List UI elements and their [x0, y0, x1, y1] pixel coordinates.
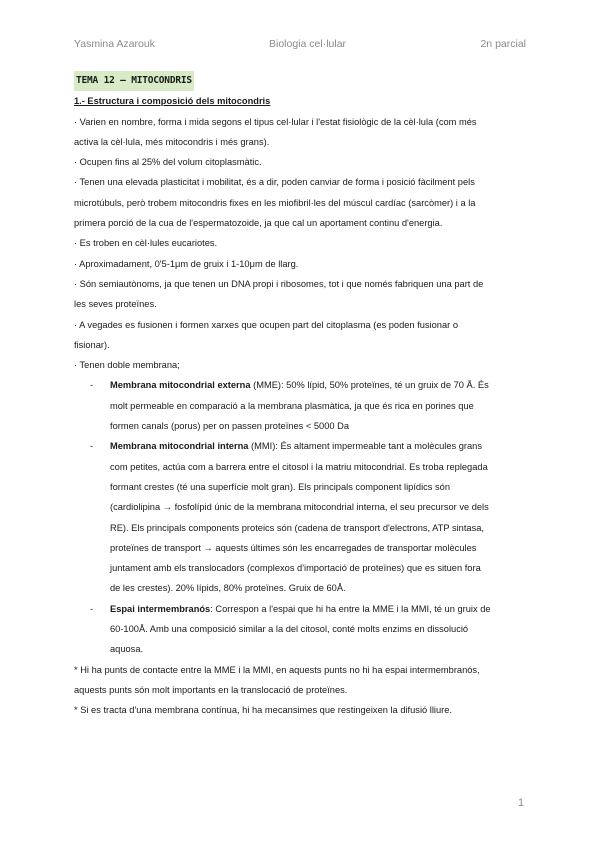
note-line: aquests punts són molt importants en la translocació de proteïnes.: [74, 684, 348, 695]
list-item-text: proteïnes de transport → aquests últimes són les encarregades de transportar molècules: [110, 542, 477, 553]
list-item-text: com petites, actúa com a barrera entre el citosol i la matriu mitocondrial. Es troba replegada: [110, 461, 488, 472]
term-inner-membrane: Membrana mitocondrial interna: [110, 441, 249, 452]
list-item-text: de les crestes). 20% lípids, 80% proteïnes. Gruix de 60Å.: [110, 583, 346, 594]
paragraph-line: · Tenen una elevada plasticitat i mobilitat, és a dir, poden canviar de forma i posició fàcilment pels: [74, 177, 475, 188]
list-item-intermembrane-space: [74, 599, 526, 660]
list-item-text: (cardiolipina → fosfolípid únic de la membrana mitocondrial interna, el seu precursor ve dels: [110, 502, 489, 513]
paragraph-line: activa la cèl·lula, més mitocondris i més grans).: [74, 136, 270, 147]
list-item-text: formant crestes (té una superfície molt gran). Els principals component lipídics són: [110, 481, 451, 492]
list-item-text: RE). Els principals components proteics són (cadena de transport d'electrons, ATP sintasa,: [110, 522, 485, 533]
paragraph-line: · Varien en nombre, forma i mida segons el tipus cel·lular i l'estat fisiològic de la cèl·lula (com més: [74, 116, 477, 127]
paragraph-line: les seves proteïnes.: [74, 299, 157, 310]
bullet-dash: -: [90, 441, 94, 452]
bullet-dash: -: [90, 380, 94, 391]
list-item-text: (MME): 50% lípid, 50% proteïnes, té un gruix de 70 Å. És: [250, 380, 489, 391]
term-outer-membrane: Membrana mitocondrial externa: [110, 380, 251, 391]
note-line: * Hi ha punts de contacte entre la MME i la MMI, en aquests punts no hi ha espai intermembranós,: [74, 664, 480, 675]
header-subject: Biologia cel·lular: [269, 38, 347, 50]
page-number: 1: [518, 797, 525, 809]
paragraph-line: · Són semiautònoms, ja que tenen un DNA propi i ribosomes, tot i que només fabriquen una part de: [74, 278, 484, 289]
paragraph-line: · Es troben en cèl·lules eucariotes.: [74, 238, 218, 249]
paragraph-line: · Tenen doble membrana;: [74, 360, 180, 371]
page-header: [74, 38, 526, 52]
list-item-text: juntament amb els translocadors (complexos d'importació de proteïnes) que es situen fora: [110, 563, 481, 574]
term-intermembrane-space: Espai intermembranós: [110, 603, 211, 614]
list-item-text: : Correspon a l'espai que hi ha entre la MME i la MMI, té un gruix de: [210, 603, 491, 614]
paragraph-line: fisionar).: [74, 339, 110, 350]
header-exam: 2n parcial: [480, 38, 526, 50]
paragraph-line: microtúbuls, però trobem mitocondris fixes en les miofibril·les del múscul cardíac (sarcòmer) i a la: [74, 197, 476, 208]
paragraph-line: · Ocupen fins al 25% del volum citoplasmàtic.: [74, 157, 262, 168]
document-title: TEMA 12 – MITOCONDRIS: [74, 71, 194, 91]
list-item-text: formen canals (porus) per on passen proteïnes < 5000 Da: [110, 421, 350, 432]
paragraph-line: primera porció de la cua de l'espermatozoide, ja que cal un aportament continu d'energia.: [74, 218, 443, 229]
list-item-text: aquosa.: [110, 644, 144, 655]
list-item-text: 60-100Å. Amb una composició similar a la del citosol, conté molts enzims en dissolució: [110, 624, 469, 635]
title-line: [74, 70, 526, 91]
list-item-inner-membrane: [74, 436, 526, 598]
paragraph-line: · Aproximadament, 0'5-1μm de gruix i 1-10μm de llarg.: [74, 258, 299, 269]
list-item-outer-membrane: [74, 375, 526, 436]
note-line: * Si es tracta d'una membrana contínua, hi ha mecansimes que restingeixen la difusió lliure.: [74, 705, 452, 716]
header-author: Yasmina Azarouk: [74, 38, 155, 50]
bullet-dash: -: [90, 603, 94, 614]
list-item-text: (MMI): És altament impermeable tant a molècules grans: [248, 441, 482, 452]
section-heading-line: [74, 91, 526, 111]
document-body: [74, 70, 526, 721]
list-item-text: molt permeable en comparació a la membrana plasmàtica, ja que és rica en porines que: [110, 400, 474, 411]
paragraph-line: · A vegades es fusionen i formen xarxes que ocupen part del citoplasma (es poden fusionar o: [74, 319, 458, 330]
section-heading: 1.- Estructura i composició dels mitocondris: [74, 96, 271, 107]
